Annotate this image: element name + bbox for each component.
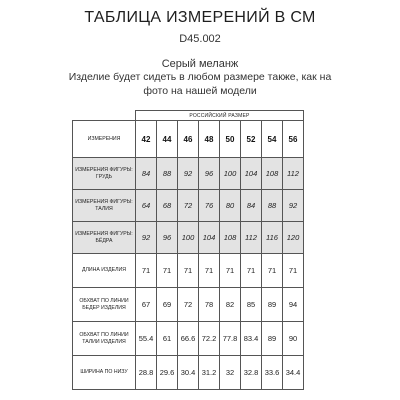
table-row-waist (73, 190, 304, 222)
size-cell: 48 (199, 121, 220, 158)
value-cell: 71 (220, 254, 241, 288)
value-cell: 104 (199, 222, 220, 254)
value-cell: 83.4 (241, 322, 262, 356)
group-header-row (73, 111, 304, 121)
value-cell: 80 (220, 190, 241, 222)
value-cell: 69 (157, 288, 178, 322)
value-cell: 32 (220, 356, 241, 390)
value-cell: 96 (199, 158, 220, 190)
size-cell: 42 (136, 121, 157, 158)
row-label: ИЗМЕРЕНИЯ ФИГУРЫ: БЁДРА (73, 222, 136, 254)
value-cell: 92 (178, 158, 199, 190)
value-cell: 82 (220, 288, 241, 322)
table-corner (73, 111, 136, 121)
value-cell: 30.4 (178, 356, 199, 390)
table-row-length (73, 254, 304, 288)
value-cell: 90 (283, 322, 304, 356)
value-cell: 108 (220, 222, 241, 254)
value-cell: 89 (262, 288, 283, 322)
value-cell: 61 (157, 322, 178, 356)
value-cell: 76 (199, 190, 220, 222)
value-cell: 71 (178, 254, 199, 288)
value-cell: 55.4 (136, 322, 157, 356)
row-label: ОБХВАТ ПО ЛИНИИ ТАЛИИ ИЗДЕЛИЯ (73, 322, 136, 356)
value-cell: 29.6 (157, 356, 178, 390)
value-cell: 96 (157, 222, 178, 254)
size-cell: 46 (178, 121, 199, 158)
product-code: D45.002 (179, 33, 221, 45)
value-cell: 71 (241, 254, 262, 288)
table-row-chest (73, 158, 304, 190)
value-cell: 89 (262, 322, 283, 356)
value-cell: 64 (136, 190, 157, 222)
size-cell: 52 (241, 121, 262, 158)
value-cell: 116 (262, 222, 283, 254)
value-cell: 66.6 (178, 322, 199, 356)
table-row-hip-girth (73, 288, 304, 322)
chart-title: ТАБЛИЦА ИЗМЕРЕНИЙ В СМ (84, 9, 316, 26)
value-cell: 71 (136, 254, 157, 288)
size-table (72, 110, 304, 390)
value-cell: 100 (220, 158, 241, 190)
value-cell: 112 (283, 158, 304, 190)
size-cell: 56 (283, 121, 304, 158)
value-cell: 100 (178, 222, 199, 254)
table-row-hem-width (73, 356, 304, 390)
product-color: Серый меланж (161, 58, 239, 70)
value-cell: 34.4 (283, 356, 304, 390)
value-cell: 78 (199, 288, 220, 322)
value-cell: 72.2 (199, 322, 220, 356)
value-cell: 72 (178, 190, 199, 222)
value-cell: 104 (241, 158, 262, 190)
value-cell: 31.2 (199, 356, 220, 390)
value-cell: 71 (199, 254, 220, 288)
table-row-waist-girth (73, 322, 304, 356)
table-row-hips (73, 222, 304, 254)
value-cell: 92 (283, 190, 304, 222)
value-cell: 28.8 (136, 356, 157, 390)
value-cell: 72 (178, 288, 199, 322)
russian-size-header: РОССИЙСКИЙ РАЗМЕР (136, 111, 304, 121)
row-label: ИЗМЕРЕНИЯ ФИГУРЫ: ГРУДЬ (73, 158, 136, 190)
value-cell: 120 (283, 222, 304, 254)
row-label: ИЗМЕРЕНИЯ ФИГУРЫ: ТАЛИЯ (73, 190, 136, 222)
value-cell: 112 (241, 222, 262, 254)
value-cell: 32.8 (241, 356, 262, 390)
sizes-row (73, 121, 304, 158)
value-cell: 108 (262, 158, 283, 190)
row-label: ШИРИНА ПО НИЗУ (73, 356, 136, 390)
value-cell: 84 (136, 158, 157, 190)
row-label: ОБХВАТ ПО ЛИНИИ БЕДЕР ИЗДЕЛИЯ (73, 288, 136, 322)
size-cell: 54 (262, 121, 283, 158)
value-cell: 77.8 (220, 322, 241, 356)
value-cell: 94 (283, 288, 304, 322)
value-cell: 71 (157, 254, 178, 288)
fit-note: Изделие будет сидеть в любом размере также, как на фото на нашей модели (68, 71, 332, 97)
size-row-label: ИЗМЕРЕНИЯ (73, 121, 136, 158)
value-cell: 92 (136, 222, 157, 254)
row-label: ДЛИНА ИЗДЕЛИЯ (73, 254, 136, 288)
value-cell: 85 (241, 288, 262, 322)
size-cell: 50 (220, 121, 241, 158)
value-cell: 68 (157, 190, 178, 222)
value-cell: 71 (283, 254, 304, 288)
value-cell: 71 (262, 254, 283, 288)
value-cell: 33.6 (262, 356, 283, 390)
value-cell: 84 (241, 190, 262, 222)
size-cell: 44 (157, 121, 178, 158)
value-cell: 88 (157, 158, 178, 190)
value-cell: 67 (136, 288, 157, 322)
value-cell: 88 (262, 190, 283, 222)
